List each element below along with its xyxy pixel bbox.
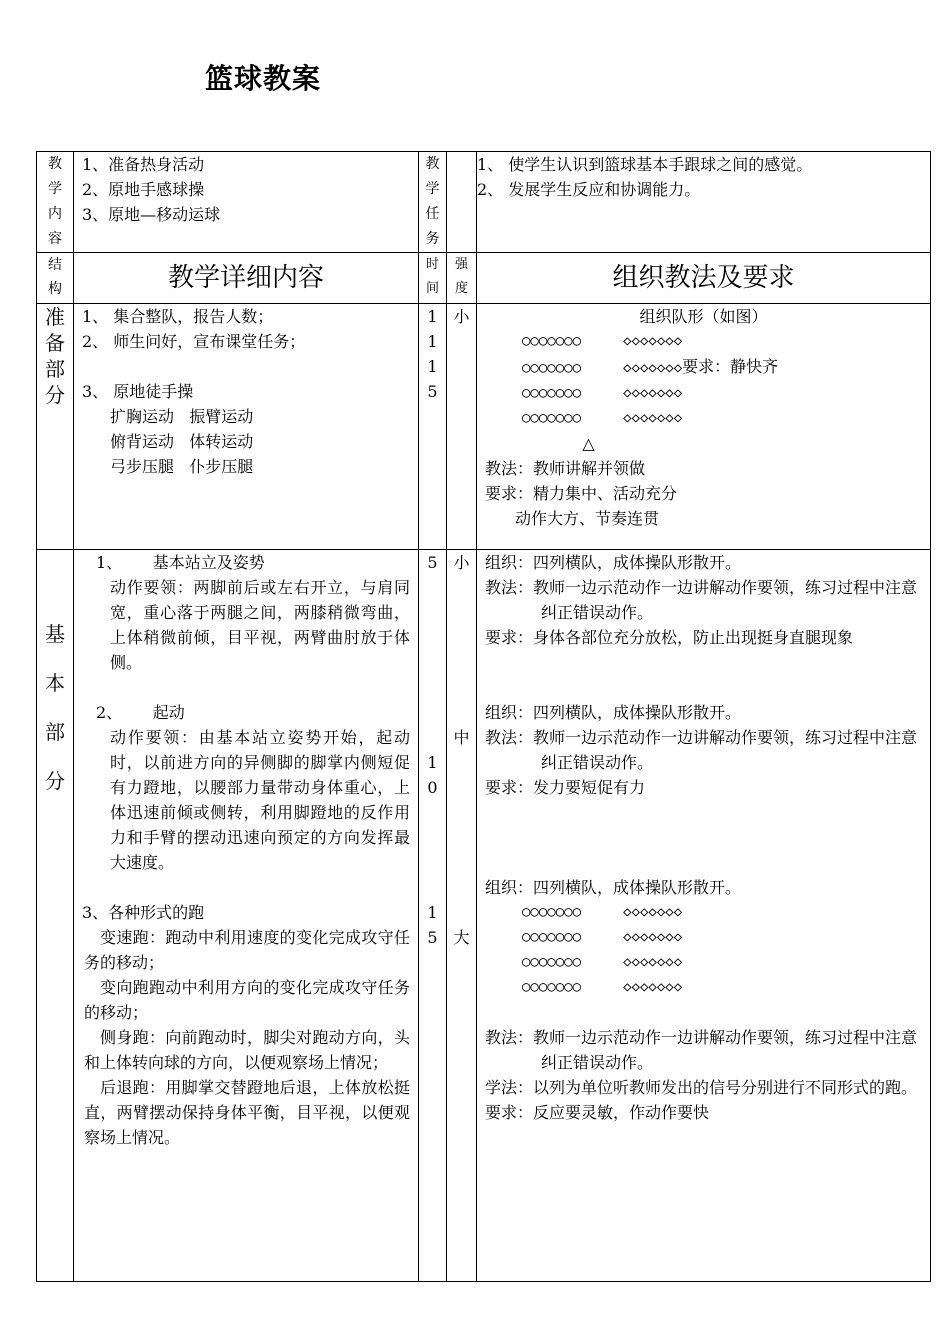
list-item: 俯背运动 体转运动 [110,432,254,451]
requirement-text: 要求：精力集中、活动充分 [485,484,678,503]
prep-intensity: 小 [447,304,477,550]
method-text: 教法：教师讲解并领做 [485,459,646,478]
section-text: 后退跑：用脚掌交替蹬地后退，上体放松挺直，两臂摆动保持身体平衡，目平视，以便观察场上情况。 [84,1078,410,1147]
list-item: 1、 集合整队，报告人数； [82,307,274,326]
basic-time: 5 1 0 1 5 [419,550,447,1282]
time-header: 时 间 [419,253,447,304]
method-text: 教法：教师一边示范动作一边讲解动作要领，练习过程中注意纠正错误动作。 [485,728,918,772]
section-text: 变速跑：跑动中利用速度的变化完成攻守任务的移动； [84,928,410,972]
list-item: 1、 使学生认识到篮球基本手跟球之间的感觉。 [477,155,813,174]
basic-content [74,550,419,1282]
intensity-header: 强 度 [447,253,477,304]
content-items [74,152,419,253]
content-row [37,152,931,253]
requirement-text: 要求：身体各部位充分放松，防止出现挺身直腿现象 [485,628,854,647]
list-item: 2、原地手感球操 [82,180,205,199]
method-text: 教法：教师一边示范动作一边讲解动作要领，练习过程中注意纠正错误动作。 [485,578,918,622]
section-title: 1、 基本站立及姿势 [96,553,265,572]
section-text: 侧身跑：向前跑动时，脚尖对跑动方向，头和上体转向球的方向，以便观察场上情况； [84,1028,410,1072]
prep-label: 准 备 部 分 [37,304,74,550]
section-text: 动作要领：由基本站立姿势开始，起动时，以前进方向的异侧脚的脚掌内侧短促有力蹬地，以腰部力量带动身体重心，上体迅速前倾或侧转，利用脚蹬地的反作用力和手臂的摆动迅速向预定的方向发挥最大速度。 [110,728,410,872]
basic-method [477,550,931,1282]
list-item: 3、 原地徒手操 [82,382,194,401]
basic-intensity: 小 中 大 [447,550,477,1282]
org-text: 组织：四列横队，成体操队形散开。 [485,553,742,572]
learning-text: 学法：以列为单位听教师发出的信号分别进行不同形式的跑。 [485,1078,918,1097]
list-item: 1、准备热身活动 [82,155,205,174]
formation-row: ○○○○○○○ ◇◇◇◇◇◇◇ [522,904,683,920]
formation-row: ○○○○○○○ ◇◇◇◇◇◇◇ [522,929,683,945]
lesson-plan-table [36,151,931,1282]
content-label: 教 学 内 容 [37,152,74,253]
basic-label: 基 本 部 分 [37,550,74,1282]
formation-row: ○○○○○○○ ◇◇◇◇◇◇◇ [522,954,683,970]
prep-time: 1 1 1 5 [419,304,447,550]
detail-header: 教学详细内容 [74,253,419,304]
formation-row: ○○○○○○○ ◇◇◇◇◇◇◇ [522,333,683,349]
org-text: 组织：四列横队，成体操队形散开。 [485,703,742,722]
list-item: 弓步压腿 仆步压腿 [110,457,254,476]
list-item: 2、 师生问好，宣布课堂任务； [82,332,306,351]
requirement-text: 要求：发力要短促有力 [485,778,646,797]
list-item: 2、 发展学生反应和协调能力。 [477,180,701,199]
requirement-text: 动作大方、节奏连贯 [515,509,660,528]
org-text: 组织：四列横队，成体操队形散开。 [485,878,742,897]
basic-row [37,550,931,1282]
task-items [477,152,931,253]
formation-row: ○○○○○○○ ◇◇◇◇◇◇◇ [522,385,683,401]
list-item: 3、原地—移动运球 [82,205,221,224]
task-label: 教 学 任 务 [419,152,477,253]
formation-row: ○○○○○○○ ◇◇◇◇◇◇◇ [522,410,683,426]
teacher-marker: △ [582,434,595,453]
structure-header: 结 构 [37,253,74,304]
page-title: 篮球教案 [205,62,322,95]
method-header: 组织教法及要求 [477,253,931,304]
requirement-text: 要求：反应要灵敏，作动作要快 [485,1103,710,1122]
header-row [37,253,931,304]
section-text: 动作要领：两脚前后或左右开立，与肩同宽，重心落于两腿之间，两膝稍微弯曲，上体稍微前倾，目平视，两臂曲肘放于体侧。 [110,578,410,672]
list-item: 扩胸运动 振臂运动 [110,407,254,426]
section-title: 3、各种形式的跑 [82,903,205,922]
formation-title: 组织队形（如图） [639,307,768,326]
formation-row: ○○○○○○○ ◇◇◇◇◇◇◇ [522,979,683,995]
section-title: 2、 起动 [96,703,185,722]
prep-row [37,304,931,550]
method-text: 教法：教师一边示范动作一边讲解动作要领，练习过程中注意纠正错误动作。 [485,1028,918,1072]
prep-method [477,304,931,550]
section-text: 变向跑跑动中利用方向的变化完成攻守任务的移动； [84,978,410,1022]
formation-row: ○○○○○○○ ◇◇◇◇◇◇◇要求：静快齐 [522,357,779,376]
prep-content [74,304,419,550]
